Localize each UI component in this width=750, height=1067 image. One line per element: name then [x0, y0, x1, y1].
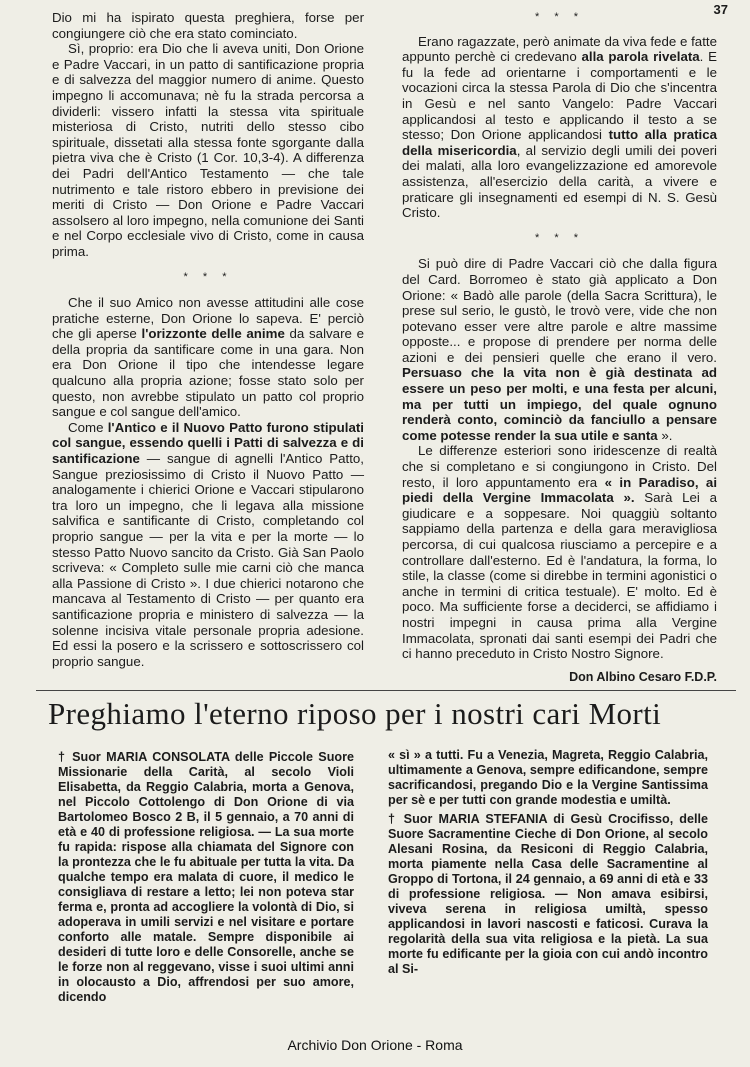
paragraph: Che il suo Amico non avesse attitudini alle cose pratiche esterne, Don Orione lo sapeva. E' perciò che gli aperse l'orizzonte delle anime da salvare e della propria da santificare come in una gara. Non era Don Orione il tipo che intendesse legare qualcuno alla propria azione; fosse stato solo per questo, non avrebbe stipulato un patto col proprio sangue e col sangue dell'amico. — [52, 295, 364, 420]
section-separator: * * * — [535, 11, 584, 23]
obituary-entry: † Suor MARIA STEFANIA di Gesù Crocifisso, delle Suore Sacramentine Cieche di Don Orione, al secolo Alesani Rosina, da Resiconi di Reggio Calabria, morta piamente nella Casa delle Sacramentine al Groppo di Tortona, il 24 gennaio, a 69 anni di età e 33 di professione religiosa. — Non amava esibirsi, viveva serena in religiosa umiltà, spesso applicandosi in lavori nascosti e faticosi. Curava la regolarità della sua vita religiosa e la pietà. La sua morte fu edificante per la gioia con cui andò incontro al Si- — [388, 812, 708, 976]
paragraph: Erano ragazzate, però animate da viva fede e fatte appunto perchè ci credevano alla parola rivelata. E fu la fede ad orientarne i comportamenti e le vocazioni circa la stessa Parola di Dio che s'incentra in Gesù e nel santo Vangelo: Padre Vaccari applicandosi al testo e applicando il testo a se stesso; Don Orione applicandosi tutto alla pratica della misericordia, al servizio degli umili dei poveri dei malati, alla loro evangelizzazione ed amorevole assistenza, all'esercizio della carità, a vivere e praticare gli insegnamenti ed esempi di N. S. Gesù Cristo. — [402, 33, 717, 221]
author-signature: Don Albino Cesaro F.D.P. — [569, 669, 717, 684]
section-separator: * * * — [535, 231, 584, 244]
archive-footer: Archivio Don Orione - Roma — [287, 1037, 463, 1053]
obituary-right-column — [388, 748, 708, 977]
page-number: 37 — [713, 2, 728, 17]
obituary-entry: « sì » a tutti. Fu a Venezia, Magreta, Reggio Calabria, ultimamente a Genova, sempre edificandone, sempre sacrificandosi, pregando Dio e la Vergine Santissima per sè e per tutti con grande modestia e umiltà. — [388, 748, 708, 807]
section-divider — [36, 690, 736, 691]
paragraph: Come l'Antico e il Nuovo Patto furono stipulati col sangue, essendo quelli i Patti di salvezza e di santificazione — sangue di agnelli l'Antico Patto, Sangue preziosissimo di Cristo il Nuovo Patto — analogamente i chierici Orione e Vaccari stipularono tra loro un impegno, che li legava alla missione salvifica e santificante di Cristo, completando col proprio sangue — per la vita e per la morte — lo stesso Patto Nuovo sancito da Cristo. Già San Paolo scriveva: « Completo sulle mie carni ciò che manca alla Passione di Cristo ». I due chierici notarono che mancava al Testamento di Cristo — per quanto era santificazione propria e ministero di salvezza — la solenne incisiva vitale personale propria adesione. Ed essi la posero e la scrissero e sottoscrissero col proprio sangue. — [52, 419, 364, 669]
section-heading: Preghiamo l'eterno riposo per i nostri cari Morti — [48, 696, 662, 731]
section-separator: * * * — [183, 270, 233, 283]
article-right-column — [402, 10, 717, 685]
paragraph: Le differenze esteriori sono iridescenze di realtà che si completano e si congiungono in Cristo. Del resto, il loro appuntamento era « in Paradiso, ai piedi della Vergine Immacolata ». Sarà Lei a giudicare e a soppesare. Noi quaggiù soltanto sappiamo della partenza e della gara meravigliosa percorsa, di cui qualcosa riusciamo a percepire e a controllare dall'esterno. Ed è l'andatura, la forma, lo stile, la classe (come si direbbe in termini agonistici o anche in termini di critica testuale). E' molto. Ed è poco. Ma sufficiente forse a deciderci, se affidiamo i nostri impegni in causa prima alla Vergine Immacolata, spronati dai santi esempi dei Padri che ci hanno preceduto in Cristo Nostro Signore. — [402, 443, 718, 662]
paragraph: Sì, proprio: era Dio che li aveva uniti, Don Orione e Padre Vaccari, in un patto di santificazione propria e di salvezza del maggior numero di anime. Questo impegno li accomunava; nè fu la strada percorsa a dividerli: vissero infatti la stessa vita spirituale misteriosa di Cristo, nutriti dello stesso cibo spirituale, dissetati alla stessa fonte sgorgante dalla pietra viva che è Cristo (1 Cor. 10,3-4). A differenza dei Padri dell'Antico Testamento — che tale nutrimento e tale ristoro ebbero in previsione dei meriti di Cristo — Don Orione e Padre Vaccari assolsero al loro impegno, nella comunione dei Santi e nel Corpo ecclesiale vivo di Cristo, come in causa prima. — [52, 41, 364, 259]
obituary-left-column — [58, 750, 354, 1005]
article-left-column — [52, 10, 364, 669]
paragraph: Si può dire di Padre Vaccari ciò che dalla figura del Card. Borromeo è stato già applicato a Don Orione: « Badò alle parole (della Sacra Scrittura), le prese sul serio, le gustò, le trovò vere, vide che non potevano esser vere altre parole e altre massime opposte... e propose di prendere per norma delle azioni e dei pensieri quelle che erano il vero. Persuaso che la vita non è già destinata ad essere un peso per molti, e una festa per alcuni, ma per tutti un impiego, del quale ognuno renderà conto, cominciò da fanciullo a pensare come potesse render la sua utile e santa ». — [402, 256, 717, 443]
paragraph: Dio mi ha ispirato questa preghiera, forse per congiungere ciò che era stato cominciato. — [52, 10, 364, 41]
obituary-entry: † Suor MARIA CONSOLATA delle Piccole Suore Missionarie della Carità, al secolo Violi Elisabetta, da Reggio Calabria, morta a Genova, nel Piccolo Cottolengo di Don Orione di via Bartolomeo Bosco 2 B, il 5 gennaio, a 70 anni di età e 40 di professione religiosa. — La sua morte fu rapida: rispose alla chiamata del Signore con la prontezza che le fu abituale per tutta la vita. Da qualche tempo era malata di cuore, il medico le consigliava di restare a letto; lei non poteva star ferma e, pronta ad accogliere la volontà di Dio, si adoperava in umili servizi e nel visitare e portare conforto alle matale. Sempre disponibile ai desideri di tutte loro e delle Consorelle, anche se le forze non al reggevano, visse i suoi ultimi anni in olocausto a Dio, affrendosi per suo amore, dicendo — [58, 750, 354, 1004]
